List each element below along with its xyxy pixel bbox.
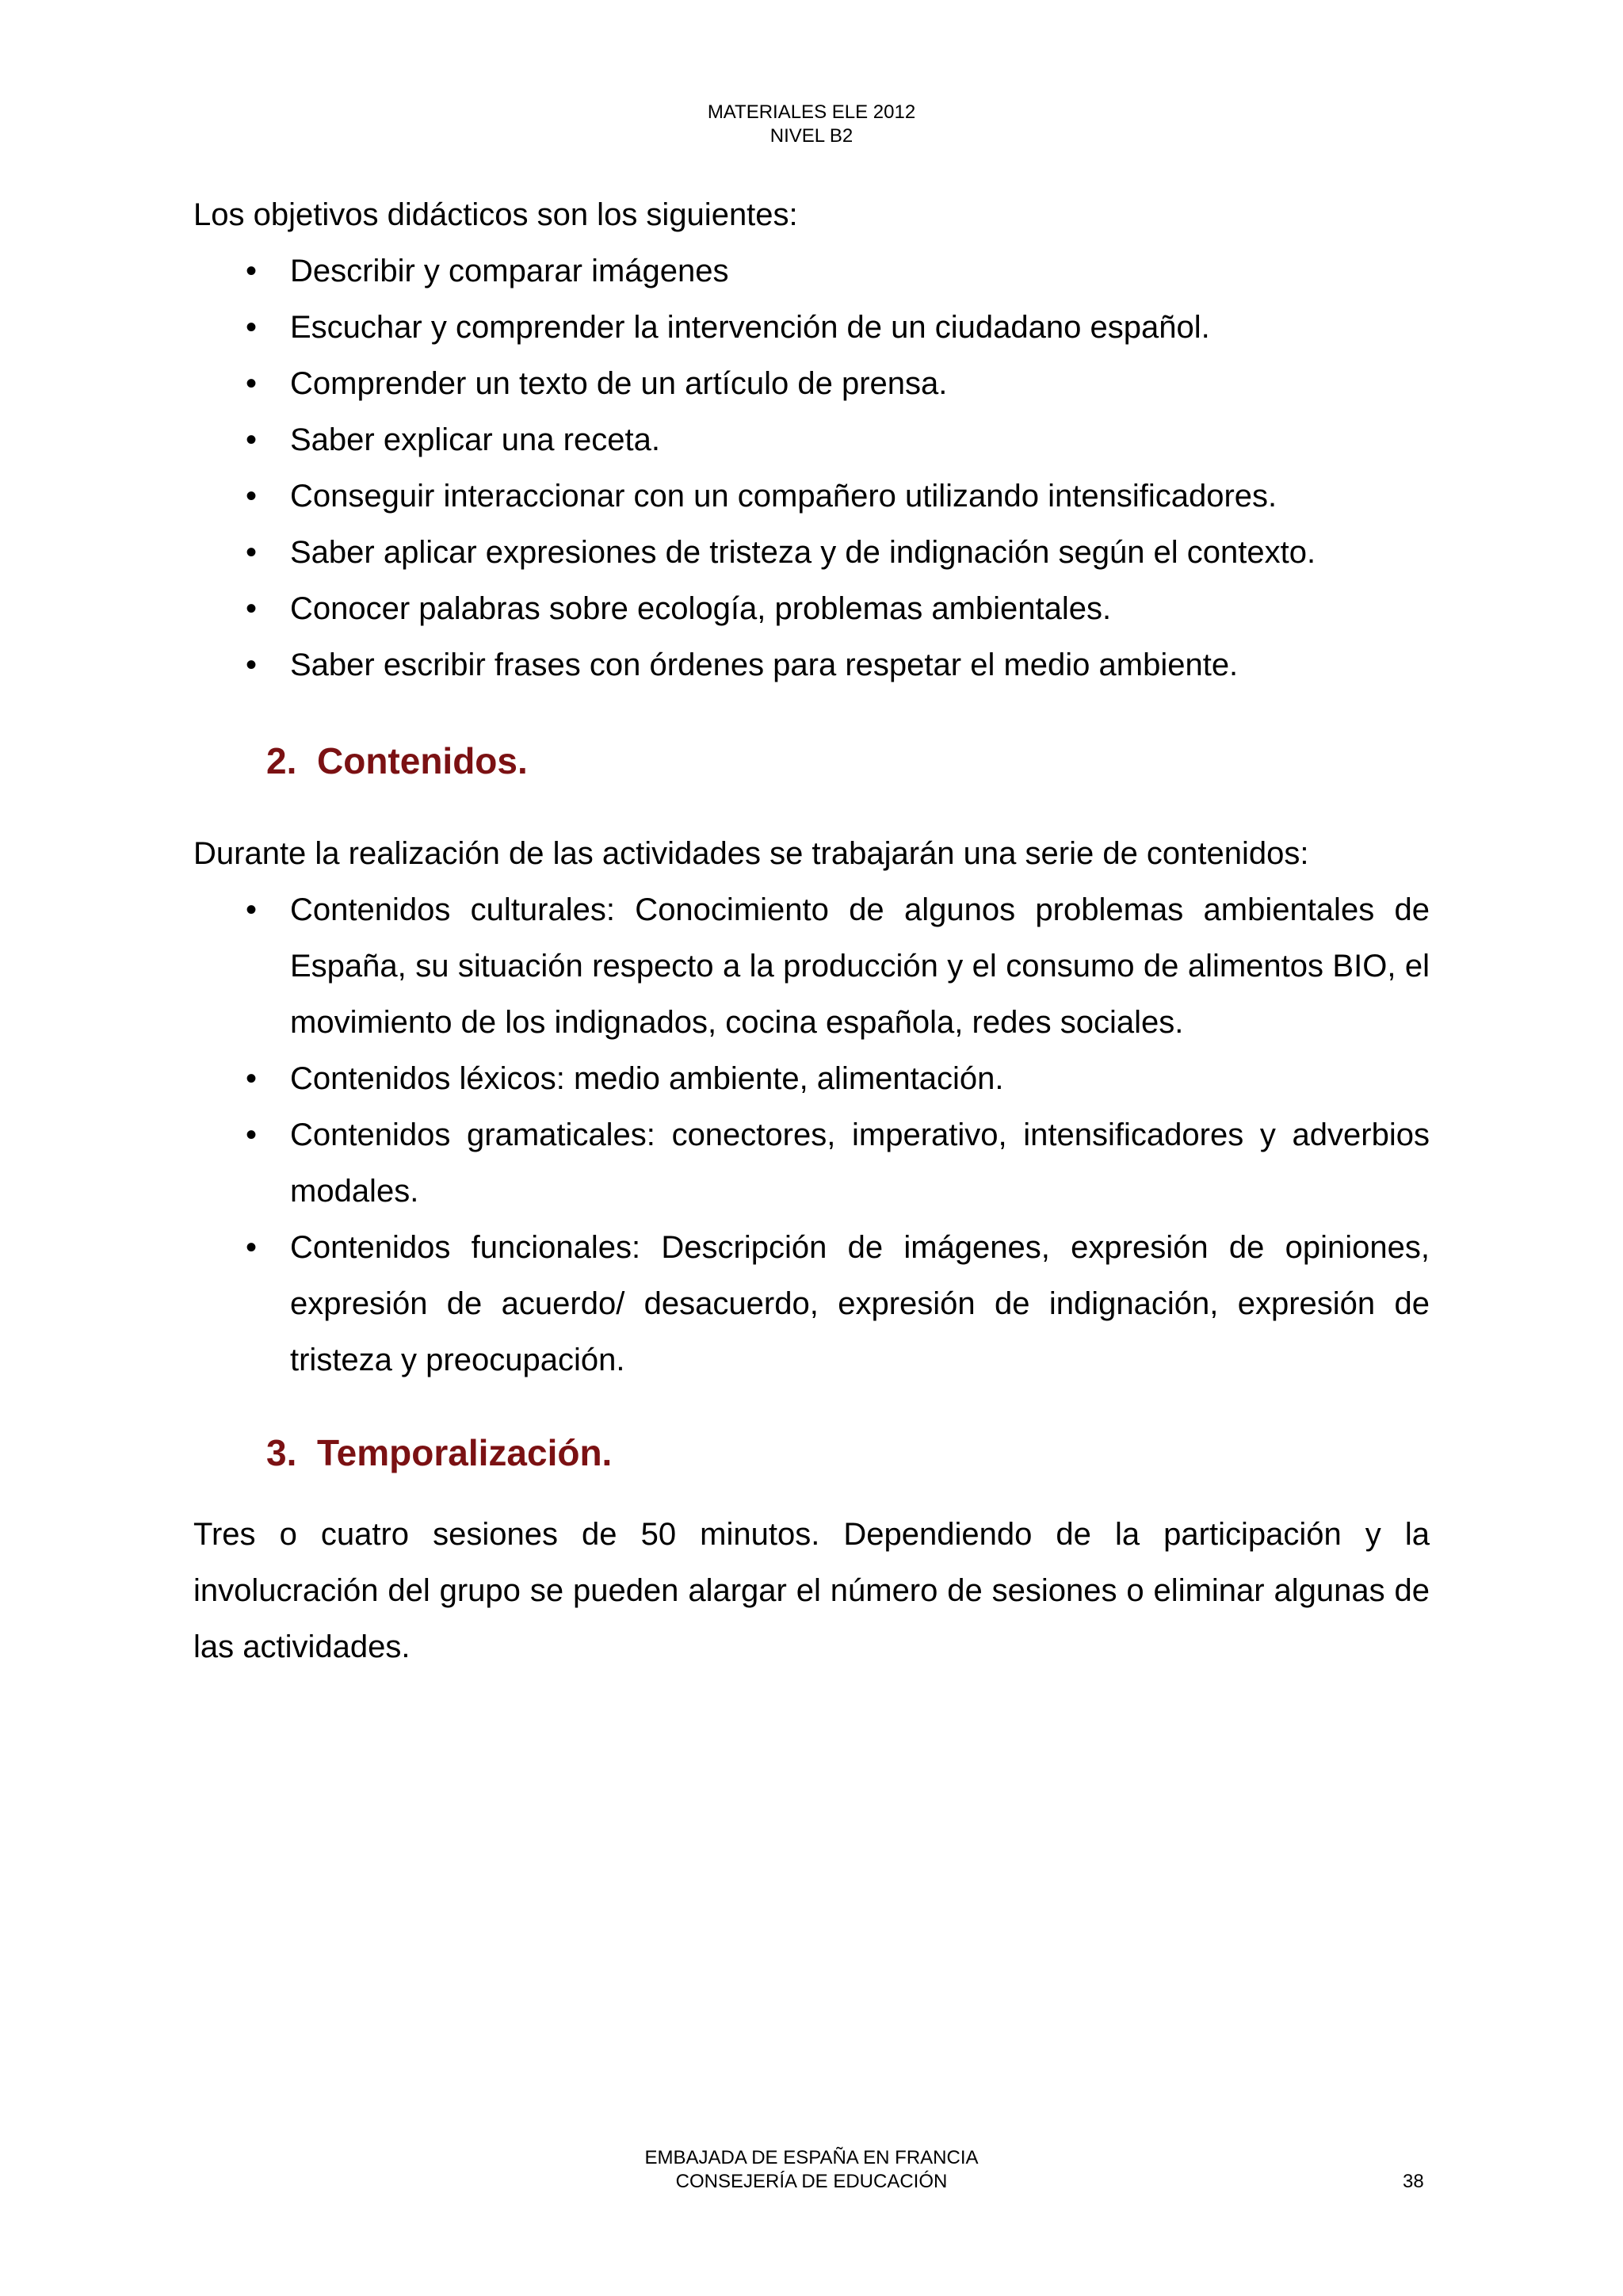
page-content bbox=[193, 187, 1430, 1675]
list-item: • Contenidos gramaticales: conectores, imperativo, intensificadores y adverbios modales. bbox=[193, 1107, 1430, 1220]
page-number: 38 bbox=[1403, 2171, 1424, 2192]
list-item: • Saber aplicar expresiones de tristeza y de indignación según el contexto. bbox=[193, 525, 1430, 581]
list-item: • Contenidos funcionales: Descripción de imágenes, expresión de opiniones, expresión de acuerdo/ desacuerdo, expresión de indignación, expresión de tristeza y preocupación. bbox=[193, 1220, 1430, 1389]
objectives-list bbox=[193, 243, 1430, 693]
list-item: • Conocer palabras sobre ecología, problemas ambientales. bbox=[193, 581, 1430, 637]
footer-council: CONSEJERÍA DE EDUCACIÓN bbox=[675, 2171, 948, 2192]
list-item: • Conseguir interaccionar con un compañero utilizando intensificadores. bbox=[193, 468, 1430, 525]
section-number: 3. bbox=[266, 1432, 297, 1473]
header-title: MATERIALES ELE 2012 bbox=[707, 101, 916, 123]
objectives-intro: Los objetivos didácticos son los siguientes: bbox=[193, 197, 798, 232]
list-item: • Describir y comparar imágenes bbox=[193, 243, 1430, 300]
list-item: • Contenidos culturales: Conocimiento de algunos problemas ambientales de España, su situación respecto a la producción y el consumo de alimentos BIO, el movimiento de los indignados, cocina española, redes sociales. bbox=[193, 882, 1430, 1051]
list-item: • Escuchar y comprender la intervención de un ciudadano español. bbox=[193, 300, 1430, 356]
temporalization-paragraph: Tres o cuatro sesiones de 50 minutos. Dependiendo de la participación y la involucración del grupo se pueden alargar el número de sesiones o eliminar algunas de las actividades. bbox=[193, 1517, 1430, 1664]
header-level: NIVEL B2 bbox=[769, 125, 854, 147]
section-number: 2. bbox=[266, 740, 297, 781]
section-title: Temporalización. bbox=[317, 1432, 613, 1473]
contents-list bbox=[193, 882, 1430, 1389]
section-title: Contenidos. bbox=[317, 740, 528, 781]
list-item: • Contenidos léxicos: medio ambiente, alimentación. bbox=[193, 1051, 1430, 1107]
contents-intro: Durante la realización de las actividades se trabajarán una serie de contenidos: bbox=[193, 836, 1309, 871]
list-item: • Saber explicar una receta. bbox=[193, 412, 1430, 468]
footer-embassy: EMBAJADA DE ESPAÑA EN FRANCIA bbox=[644, 2147, 979, 2168]
page-footer bbox=[0, 2146, 1623, 2194]
section-heading-contenidos bbox=[193, 733, 1430, 789]
section-heading-temporalizacion bbox=[193, 1425, 1430, 1481]
list-item: • Saber escribir frases con órdenes para respetar el medio ambiente. bbox=[193, 637, 1430, 693]
list-item: • Comprender un texto de un artículo de prensa. bbox=[193, 356, 1430, 412]
page-header bbox=[0, 101, 1623, 148]
